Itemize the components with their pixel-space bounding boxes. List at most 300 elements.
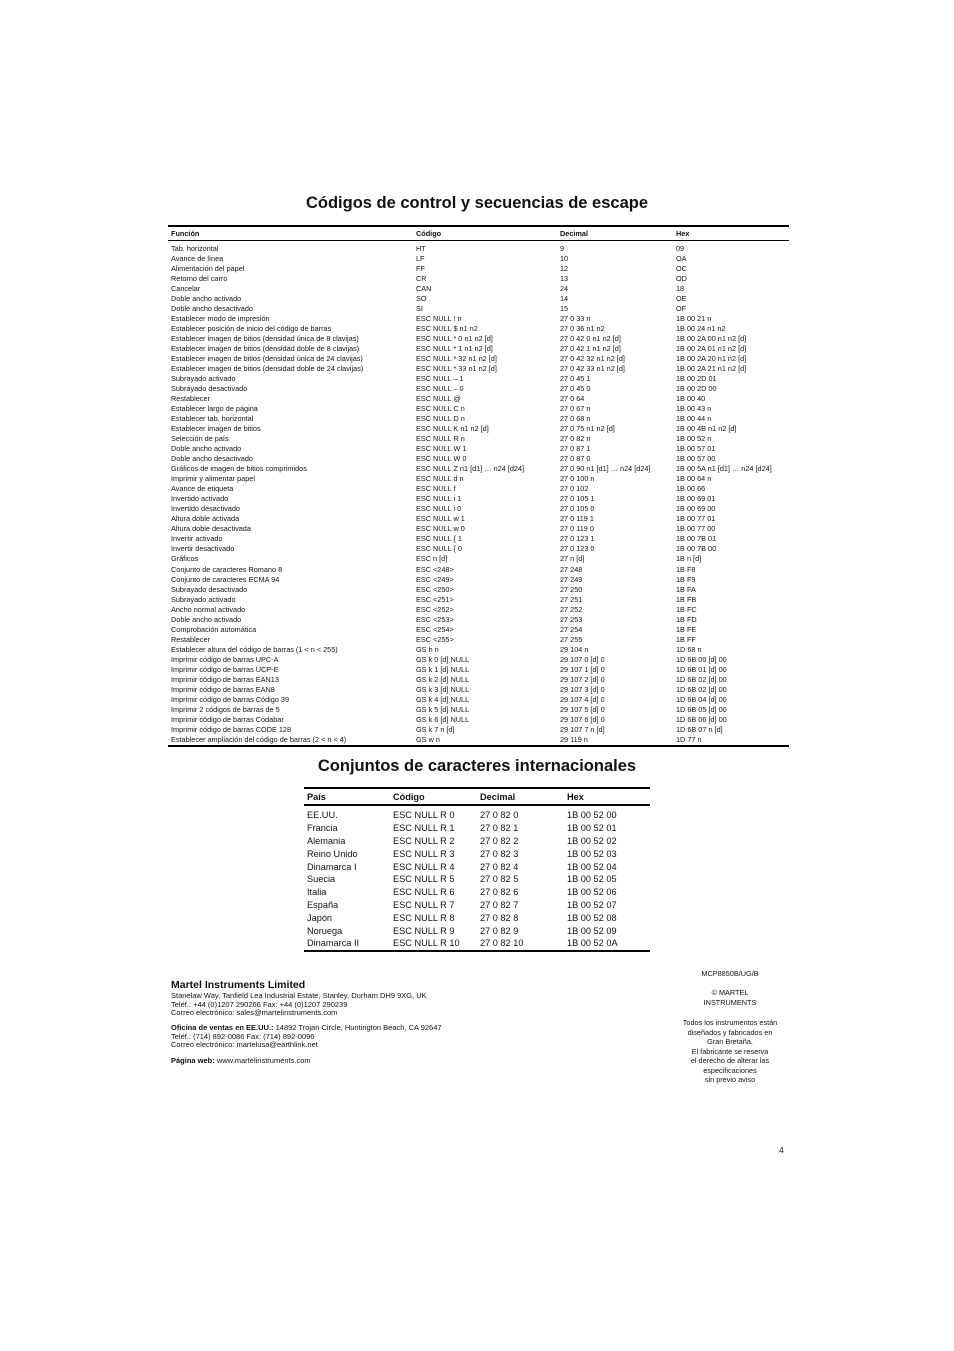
cell-4: 1D 6B 02 [d] 00 [676, 674, 727, 684]
cell-3: 27 0 45 0 [560, 383, 591, 393]
cell-2: GS k 3 [d] NULL [416, 684, 470, 694]
cell-1: Imprimir 2 códigos de barras de 5 [171, 704, 280, 714]
cell-1: Avance de línea [171, 253, 224, 263]
table-row [168, 343, 789, 353]
cell-3: 27 0 82 5 [480, 874, 519, 885]
cell-4: 1B 00 64 n [676, 474, 712, 484]
table-row [168, 594, 789, 604]
cell-4: 1B 00 69 00 [676, 504, 716, 514]
table-row [168, 404, 789, 414]
cell-4: 1B FC [676, 604, 697, 614]
cell-3: 27 0 100 n [560, 474, 595, 484]
header-codigo: Código [413, 226, 557, 241]
cell-2: ESC NULL $ n1 n2 [416, 323, 478, 333]
cell-2: GS k 6 [d] NULL [416, 714, 470, 724]
cell-4: 1B 00 7B 00 [676, 544, 717, 554]
cell-4: 1B 00 66 [676, 484, 706, 494]
cell-1: Doble ancho activado [171, 444, 242, 454]
table-row [168, 584, 789, 594]
cell-3: 9 [560, 243, 565, 253]
cell-1: Italia [307, 887, 327, 898]
table-row [168, 644, 789, 654]
cell-3: 24 [560, 283, 569, 293]
cell-3: 12 [560, 263, 569, 273]
cell-2: GS k 1 [d] NULL [416, 664, 470, 674]
cell-3: 27 0 82 10 [480, 938, 524, 949]
cell-3: 27 0 82 7 [480, 899, 519, 910]
phone-line: Teléf.: +44 (0)1207 290266 Fax: +44 (0)1207 290239 [171, 999, 348, 1009]
cell-1: Selección de país [171, 434, 229, 444]
cell-2: ESC <254> [416, 624, 454, 634]
cell-1: Establecer imagen de bitios (densidad doble de 8 clavijas) [171, 343, 360, 353]
cell-1: Doble ancho desactivado [171, 303, 253, 313]
cell-2: ESC NULL K n1 n2 [d] [416, 424, 489, 434]
table-row [168, 253, 789, 263]
cell-2: ESC NULL R 2 [393, 835, 455, 846]
header-codigo: Código [390, 788, 477, 805]
charsets-table [304, 787, 650, 952]
cell-1: Japón [307, 912, 333, 923]
cell-1: Invertido desactivado [171, 504, 240, 514]
table-row [168, 414, 789, 424]
table-row [168, 454, 789, 464]
cell-3: 27 0 42 32 n1 n2 [d] [560, 353, 625, 363]
cell-3: 27 251 [560, 594, 583, 604]
cell-4: 1B 00 69 01 [676, 494, 716, 504]
cell-2: GS k 4 [d] NULL [416, 694, 470, 704]
table-row [304, 924, 650, 937]
cell-1: Cancelar [171, 283, 201, 293]
table-row [168, 283, 789, 293]
cell-3: 29 107 0 [d] 0 [560, 654, 605, 664]
header-funcion: Función [168, 226, 413, 241]
copyright-line: INSTRUMENTS [703, 997, 757, 1007]
copyright [664, 988, 796, 1007]
cell-4: 1B FD [676, 614, 697, 624]
cell-4: 1B 00 2A 20 n1 n2 [d] [676, 353, 747, 363]
table-row [168, 524, 789, 534]
company-name: Martel Instruments Limited [171, 979, 306, 991]
disclaimer [664, 1018, 796, 1085]
cell-2: ESC NULL – 1 [416, 373, 464, 383]
web-label: Página web: [171, 1056, 215, 1065]
table-row [168, 735, 789, 746]
cell-2: ESC <250> [416, 584, 454, 594]
cell-4: 1B 00 4B n1 n2 [d] [676, 424, 737, 434]
cell-4: 1B 00 52 08 [567, 912, 617, 923]
cell-2: ESC <248> [416, 564, 454, 574]
table-row [168, 464, 789, 474]
cell-3: 27 250 [560, 584, 583, 594]
table-row [168, 624, 789, 634]
cell-4: 1B 00 7B 01 [676, 534, 717, 544]
cell-1: Altura doble activada [171, 514, 240, 524]
us-email-line: Correo electrónico: martelusa@earthlink.net [171, 1040, 318, 1049]
copyright-line: © MARTEL [711, 988, 749, 997]
cell-2: ESC <255> [416, 634, 454, 644]
table-row [168, 534, 789, 544]
cell-2: ESC NULL { 0 [416, 544, 462, 554]
cell-1: Gráficos [171, 554, 199, 564]
cell-3: 27 254 [560, 624, 583, 634]
cell-3: 29 107 1 [d] 0 [560, 664, 605, 674]
cell-2: ESC NULL d n [416, 474, 464, 484]
cell-2: ESC NULL w 1 [416, 514, 465, 524]
cell-2: ESC NULL R 10 [393, 938, 460, 949]
cell-1: Imprimir código de barras EAN8 [171, 684, 275, 694]
cell-2: ESC <251> [416, 594, 454, 604]
cell-2: ESC n [d] [416, 554, 448, 564]
cell-4: 1B FF [676, 634, 696, 644]
cell-3: 27 0 90 n1 [d1] … n24 [d24] [560, 464, 651, 474]
cell-2: ESC NULL R 5 [393, 874, 455, 885]
cell-2: ESC NULL R 7 [393, 899, 455, 910]
cell-3: 27 0 75 n1 n2 [d] [560, 424, 615, 434]
cell-1: Conjunto de caracteres ECMA 94 [171, 574, 280, 584]
disclaimer-line: Gran Bretaña. [707, 1037, 753, 1046]
disclaimer-line: El fabricante se reserva [691, 1046, 769, 1056]
cell-4: 1B 00 57 01 [676, 444, 716, 454]
cell-2: GS k 2 [d] NULL [416, 674, 470, 684]
cell-2: LF [416, 253, 425, 263]
cell-4: 1D 6B 06 [d] 00 [676, 714, 727, 724]
cell-3: 10 [560, 253, 569, 263]
cell-3: 27 0 82 2 [480, 835, 519, 846]
table-row [168, 504, 789, 514]
control-codes-title: Códigos de control y secuencias de escape [305, 194, 649, 212]
table-row [304, 860, 650, 873]
cell-3: 27 0 67 n [560, 404, 591, 414]
table-row [168, 704, 789, 714]
cell-2: ESC NULL – 0 [416, 383, 464, 393]
cell-4: 1D 6B 00 [d] 00 [676, 654, 727, 664]
cell-4: 1B n [d] [676, 554, 702, 564]
cell-4: 1B FB [676, 594, 697, 604]
cell-3: 27 0 105 0 [560, 504, 595, 514]
cell-4: OC [676, 263, 687, 273]
cell-4: 1B 00 44 n [676, 414, 712, 424]
web-value: www.martelinstruments.com [214, 1056, 311, 1065]
table-header-row [168, 226, 789, 241]
cell-3: 27 0 82 1 [480, 823, 519, 834]
website [171, 1056, 311, 1065]
cell-4: 1B F9 [676, 574, 696, 584]
table-row [168, 373, 789, 383]
cell-2: CAN [416, 283, 432, 293]
cell-1: Establecer imagen de bitios (densidad única de 24 clavijas) [171, 353, 363, 363]
cell-1: Imprimir código de barras UCP-E [171, 664, 279, 674]
cell-3: 27 0 42 1 n1 n2 [d] [560, 343, 621, 353]
table-row [168, 323, 789, 333]
cell-2: ESC NULL R 4 [393, 861, 455, 872]
cell-3: 27 0 82 4 [480, 861, 519, 872]
cell-3: 27 248 [560, 564, 583, 574]
cell-3: 27 0 123 0 [560, 544, 595, 554]
table-header-row [304, 788, 650, 805]
cell-2: ESC NULL Z n1 [d1] … n24 [d24] [416, 464, 525, 474]
table-row [304, 822, 650, 835]
cell-4: 1D 77 n [676, 735, 702, 745]
cell-4: 1D 6B 01 [d] 00 [676, 664, 727, 674]
cell-1: Doble ancho activado [171, 293, 242, 303]
cell-4: 1B 00 52 0A [567, 938, 618, 949]
table-row [304, 886, 650, 899]
cell-3: 27 0 87 1 [560, 444, 591, 454]
cell-1: Avance de etiqueta [171, 484, 234, 494]
cell-4: 1B 00 2D 00 [676, 383, 717, 393]
table-row [168, 694, 789, 704]
cell-4: 1B 00 52 07 [567, 899, 617, 910]
cell-3: 29 107 3 [d] 0 [560, 684, 605, 694]
table-row [168, 263, 789, 273]
cell-4: 1D 6B 04 [d] 00 [676, 694, 727, 704]
charsets-title: Conjuntos de caracteres internacionales [317, 757, 637, 775]
cell-3: 27 0 82 6 [480, 887, 519, 898]
table-row [304, 809, 650, 822]
header-decimal: Decimal [557, 226, 673, 241]
cell-2: ESC NULL w 0 [416, 524, 465, 534]
table-row [168, 303, 789, 313]
cell-1: Altura doble desactivada [171, 524, 251, 534]
cell-4: 1B 00 52 02 [567, 835, 617, 846]
cell-2: GS h n [416, 644, 439, 654]
cell-4: 1B FE [676, 624, 697, 634]
table-row [304, 873, 650, 886]
cell-3: 29 107 5 [d] 0 [560, 704, 605, 714]
cell-2: ESC <253> [416, 614, 454, 624]
cell-3: 15 [560, 303, 569, 313]
table-row [168, 614, 789, 624]
table-row [304, 899, 650, 912]
cell-3: 27 0 82 n [560, 434, 591, 444]
cell-4: 1B 00 2A 21 n1 n2 [d] [676, 363, 747, 373]
table-row [168, 273, 789, 283]
cell-3: 29 119 n [560, 735, 588, 745]
cell-3: 29 107 4 [d] 0 [560, 694, 605, 704]
cell-2: SO [416, 293, 427, 303]
cell-4: 1B 00 52 05 [567, 874, 617, 885]
cell-3: 27 252 [560, 604, 583, 614]
cell-1: Imprimir y alimentar papel [171, 474, 255, 484]
cell-1: Establecer posición de inicio del código de barras [171, 323, 332, 333]
cell-1: Dinamarca II [307, 938, 360, 949]
cell-3: 27 0 119 1 [560, 514, 594, 524]
cell-1: Reino Unido [307, 848, 358, 859]
cell-4: 1B 00 77 00 [676, 524, 716, 534]
cell-3: 27 0 42 0 n1 n2 [d] [560, 333, 621, 343]
cell-4: 1B 00 52 03 [567, 848, 617, 859]
cell-4: OE [676, 293, 687, 303]
table-row [168, 564, 789, 574]
cell-4: 1B 00 21 n [676, 313, 712, 323]
table-row [304, 847, 650, 860]
table-row [168, 544, 789, 554]
cell-1: Subrayado activado [171, 594, 236, 604]
cell-4: 1B 00 52 06 [567, 887, 617, 898]
cell-2: ESC NULL R 0 [393, 810, 455, 821]
cell-3: 29 107 6 [d] 0 [560, 714, 605, 724]
cell-1: Establecer imagen de bitios (densidad única de 8 clavijas) [171, 333, 359, 343]
cell-1: Imprimir código de barras UPC-A [171, 654, 279, 664]
table-row [168, 714, 789, 724]
cell-3: 27 0 102 [560, 484, 589, 494]
cell-2: FF [416, 263, 425, 273]
cell-4: 1B 00 43 n [676, 404, 712, 414]
cell-2: ESC NULL i 0 [416, 504, 462, 514]
doc-code: MCP8850B/UG/B [701, 969, 759, 978]
cell-4: 1B 00 2A 00 n1 n2 [d] [676, 333, 747, 343]
cell-4: 1B 00 52 04 [567, 861, 617, 872]
cell-1: Comprobación automática [171, 624, 257, 634]
table-row [168, 424, 789, 434]
cell-1: Invertir desactivado [171, 544, 235, 554]
cell-3: 27 0 82 9 [480, 925, 519, 936]
cell-1: Gráficos de imagen de bitios comprimidos [171, 464, 307, 474]
control-codes-table [168, 225, 789, 747]
cell-4: 1B 00 52 n [676, 434, 712, 444]
cell-2: ESC NULL * 33 n1 n2 [d] [416, 363, 497, 373]
cell-1: Restablecer [171, 393, 210, 403]
cell-3: 27 0 87 0 [560, 454, 591, 464]
cell-1: Establecer imagen de bitios [171, 424, 261, 434]
page-number: 4 [779, 1145, 784, 1155]
cell-3: 27 0 68 n [560, 414, 591, 424]
cell-1: Conjunto de caracteres Romano 8 [171, 564, 283, 574]
cell-3: 27 249 [560, 574, 583, 584]
table-row [168, 664, 789, 674]
cell-1: Invertir activado [171, 534, 223, 544]
cell-1: Imprimir código de barras Codabar [171, 714, 284, 724]
cell-2: ESC NULL C n [416, 404, 465, 414]
cell-3: 29 107 2 [d] 0 [560, 674, 605, 684]
table-row [168, 484, 789, 494]
disclaimer-line: sin previo aviso [704, 1075, 756, 1084]
cell-1: Suecia [307, 874, 336, 885]
cell-1: Subrayado activado [171, 373, 236, 383]
cell-1: Noruega [307, 925, 343, 936]
table-row [168, 604, 789, 614]
cell-3: 27 0 82 8 [480, 912, 519, 923]
table-row [168, 634, 789, 644]
cell-1: Francia [307, 823, 338, 834]
table-row [168, 313, 789, 323]
table-row [168, 444, 789, 454]
cell-3: 27 0 123 1 [560, 534, 595, 544]
cell-1: Restablecer [171, 634, 210, 644]
cell-4: 1D 6B 02 [d] 00 [676, 684, 727, 694]
cell-2: ESC <252> [416, 604, 454, 614]
cell-2: ESC NULL * 1 n1 n2 [d] [416, 343, 493, 353]
table-row [168, 654, 789, 664]
table-row [168, 684, 789, 694]
cell-1: Doble ancho activado [171, 614, 242, 624]
cell-2: ESC NULL * 32 n1 n2 [d] [416, 353, 497, 363]
cell-3: 29 104 n [560, 644, 589, 654]
cell-4: OA [676, 253, 687, 263]
cell-3: 27 0 82 0 [480, 810, 519, 821]
cell-4: 09 [676, 243, 685, 253]
table-row [168, 363, 789, 373]
table-row [168, 383, 789, 393]
cell-1: Imprimir código de barras CODE 128 [171, 725, 292, 735]
company-address [171, 992, 427, 1018]
email-line: Correo electrónico: sales@martelinstruments.com [171, 1008, 338, 1017]
cell-1: Establecer imagen de bitios (densidad doble de 24 clavijas) [171, 363, 364, 373]
cell-4: 1B 00 5A n1 [d1] … n24 [d24] [676, 464, 772, 474]
cell-2: ESC <249> [416, 574, 454, 584]
disclaimer-line: diseñados y fabricados en [687, 1027, 773, 1037]
cell-1: EE.UU. [307, 810, 338, 821]
cell-2: GS k 7 n [d] [416, 725, 455, 735]
cell-3: 27 0 64 [560, 393, 585, 403]
cell-4: 1B 00 40 [676, 393, 706, 403]
cell-3: 27 0 33 n [560, 313, 591, 323]
cell-4: 1B 00 52 01 [567, 823, 617, 834]
cell-2: SI [416, 303, 423, 313]
cell-4: 1D 6B 07 n [d] [676, 725, 723, 735]
cell-2: GS k 5 [d] NULL [416, 704, 470, 714]
cell-1: Ancho normal activado [171, 604, 246, 614]
us-office-address: 14892 Trojan Circle, Huntington Beach, CA 92647 [273, 1023, 442, 1032]
cell-2: ESC NULL W 0 [416, 454, 467, 464]
cell-1: Doble ancho desactivado [171, 454, 253, 464]
cell-2: ESC NULL R 8 [393, 912, 455, 923]
table-row [168, 243, 789, 253]
cell-4: 1B 00 52 00 [567, 810, 617, 821]
table-row [168, 674, 789, 684]
cell-2: ESC NULL R n [416, 434, 465, 444]
cell-3: 27 0 82 3 [480, 848, 519, 859]
cell-3: 27 255 [560, 634, 583, 644]
cell-4: 18 [676, 283, 685, 293]
cell-4: OD [676, 273, 687, 283]
cell-4: 1B F8 [676, 564, 696, 574]
cell-4: 1B 00 57 00 [676, 454, 716, 464]
cell-3: 27 n [d] [560, 554, 585, 564]
cell-2: ESC NULL f [416, 484, 456, 494]
disclaimer-line: el derecho de alterar las [690, 1056, 770, 1065]
cell-3: 27 0 36 n1 n2 [560, 323, 605, 333]
cell-4: 1D 6B 05 [d] 00 [676, 704, 727, 714]
cell-1: Alimentación del papel [171, 263, 245, 273]
cell-2: ESC NULL D n [416, 414, 465, 424]
cell-1: Dinamarca I [307, 861, 357, 872]
cell-2: ESC NULL R 1 [393, 823, 455, 834]
table-row [168, 333, 789, 343]
table-row [168, 554, 789, 564]
cell-1: Establecer tab. horizontal [171, 414, 254, 424]
cell-3: 27 0 45 1 [560, 373, 591, 383]
cell-2: ESC NULL * 0 n1 n2 [d] [416, 333, 493, 343]
cell-4: 1D 68 n [676, 644, 702, 654]
cell-4: 1B 00 24 n1 n2 [676, 323, 726, 333]
us-office [171, 1024, 442, 1050]
table-row [304, 911, 650, 924]
cell-2: ESC NULL @ [416, 393, 461, 403]
cell-3: 27 0 119 0 [560, 524, 594, 534]
cell-2: ESC NULL R 3 [393, 848, 455, 859]
table-row [304, 937, 650, 951]
table-row [304, 835, 650, 848]
cell-3: 13 [560, 273, 569, 283]
disclaimer-line: Todos los instrumentos están [682, 1018, 778, 1027]
cell-1: Establecer modo de impresión [171, 313, 270, 323]
header-hex: Hex [564, 788, 650, 805]
table-row [168, 574, 789, 584]
cell-2: ESC NULL ! n [416, 313, 462, 323]
cell-4: 1B 00 52 09 [567, 925, 617, 936]
us-phone-line: Teléf.: (714) 892-0086 Fax: (714) 892-0096 [171, 1031, 315, 1041]
